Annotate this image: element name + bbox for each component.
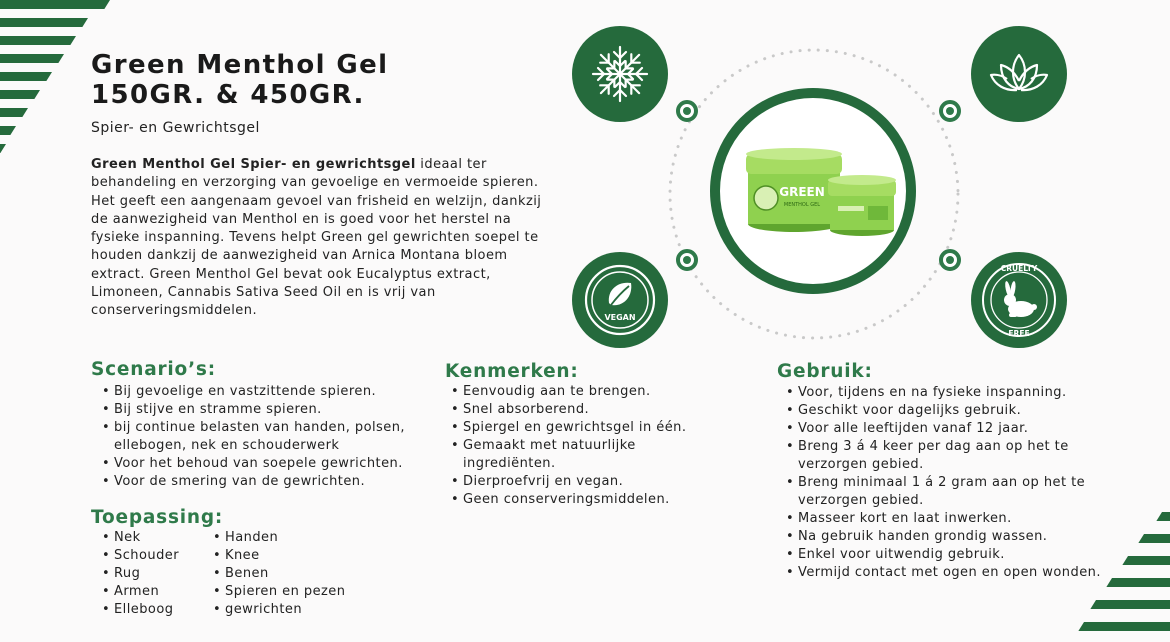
gebruik-list bbox=[784, 384, 1104, 582]
list-item: • Benen bbox=[211, 565, 391, 583]
list-item: • Geschikt voor dagelijks gebruik. bbox=[784, 402, 1104, 420]
cruelty-label: CRUELTY bbox=[1000, 264, 1038, 273]
product-description bbox=[91, 156, 546, 321]
jar-brand-label: GREEN bbox=[779, 185, 825, 199]
list-item: • Masseer kort en laat inwerken. bbox=[784, 510, 1104, 528]
list-item: • Snel absorberend. bbox=[449, 401, 699, 419]
vegan-badge bbox=[572, 252, 668, 348]
free-label: FREE bbox=[1008, 329, 1030, 338]
kenmerken-heading: Kenmerken: bbox=[445, 361, 579, 382]
connector-dot-bottom-right bbox=[939, 249, 961, 271]
connector-dot-top-left bbox=[676, 100, 698, 122]
toepassing-list-col1 bbox=[100, 529, 210, 619]
connector-dot-top-right bbox=[939, 100, 961, 122]
page-title: Green Menthol Gel 150GR. & 450GR. bbox=[91, 50, 389, 110]
list-item: • Dierproefvrij en vegan. bbox=[449, 473, 699, 491]
product-jars-image bbox=[720, 98, 906, 284]
list-item: • bij continue belasten van handen, polsen, ellebogen, nek en schouderwerk bbox=[100, 419, 445, 455]
vegan-leaf-icon bbox=[583, 263, 657, 337]
scenarios-list bbox=[100, 383, 445, 491]
toepassing-list-col2 bbox=[211, 529, 391, 619]
product-image-frame bbox=[710, 88, 916, 294]
list-item: • Spiergel en gewrichtsgel in één. bbox=[449, 419, 699, 437]
list-item: • Breng minimaal 1 á 2 gram aan op het te verzorgen gebied. bbox=[784, 474, 1104, 510]
list-item: • Voor het behoud van soepele gewrichten. bbox=[100, 455, 445, 473]
list-item: • Bij gevoelige en vastzittende spieren. bbox=[100, 383, 445, 401]
list-item: • Vermijd contact met ogen en open wonden. bbox=[784, 564, 1104, 582]
kenmerken-list bbox=[449, 383, 699, 509]
description-lead: Green Menthol Gel Spier- en gewrichtsgel bbox=[91, 157, 416, 172]
lotus-icon bbox=[987, 49, 1051, 99]
jar-sub-label: MENTHOL GEL bbox=[783, 202, 821, 208]
list-item: • Knee bbox=[211, 547, 391, 565]
list-item: • Na gebruik handen grondig wassen. bbox=[784, 528, 1104, 546]
list-item: • gewrichten bbox=[211, 601, 391, 619]
cruelty-free-badge bbox=[971, 252, 1067, 348]
vegan-label: VEGAN bbox=[604, 313, 636, 322]
lotus-badge bbox=[971, 26, 1067, 122]
list-item: • Schouder bbox=[100, 547, 210, 565]
list-item: • Geen conserveringsmiddelen. bbox=[449, 491, 699, 509]
list-item: • Handen bbox=[211, 529, 391, 547]
connector-dot-bottom-left bbox=[676, 249, 698, 271]
list-item: • Elleboog bbox=[100, 601, 210, 619]
list-item: • Nek bbox=[100, 529, 210, 547]
list-item: • Armen bbox=[100, 583, 210, 601]
list-item: • Eenvoudig aan te brengen. bbox=[449, 383, 699, 401]
list-item: • Gemaakt met natuurlijke ingrediënten. bbox=[449, 437, 699, 473]
rabbit-icon bbox=[979, 260, 1059, 340]
list-item: • Voor alle leeftijden vanaf 12 jaar. bbox=[784, 420, 1104, 438]
list-item: • Rug bbox=[100, 565, 210, 583]
list-item: • Voor, tijdens en na fysieke inspanning. bbox=[784, 384, 1104, 402]
list-item: • Bij stijve en stramme spieren. bbox=[100, 401, 445, 419]
toepassing-heading: Toepassing: bbox=[91, 507, 224, 528]
list-item: • Spieren en pezen bbox=[211, 583, 391, 601]
snowflake-badge bbox=[572, 26, 668, 122]
list-item: • Breng 3 á 4 keer per dag aan op het te verzorgen gebied. bbox=[784, 438, 1104, 474]
list-item: • Enkel voor uitwendig gebruik. bbox=[784, 546, 1104, 564]
gebruik-heading: Gebruik: bbox=[777, 361, 873, 382]
page-subtitle: Spier- en Gewrichtsgel bbox=[91, 120, 260, 136]
snowflake-icon bbox=[589, 43, 651, 105]
description-text: ideaal ter behandeling en verzorging van gevoelige en vermoeide spieren. Het geeft een aangenaam gevoel van frisheid en welzijn, dankzij de aanwezigheid van Menthol en is goed voor het herstel na fysieke inspanning. Tevens helpt Green gel gewrichten soepel te houden dankzij de aanwezigheid van Arnica Montana bloem extract. Green Menthol Gel bevat ook Eucalyptus extract, Limoneen, Cannabis Sativa Seed Oil en is vrij van conserveringsmiddelen. bbox=[91, 157, 542, 319]
list-item: • Voor de smering van de gewrichten. bbox=[100, 473, 445, 491]
scenarios-heading: Scenario’s: bbox=[91, 359, 216, 380]
